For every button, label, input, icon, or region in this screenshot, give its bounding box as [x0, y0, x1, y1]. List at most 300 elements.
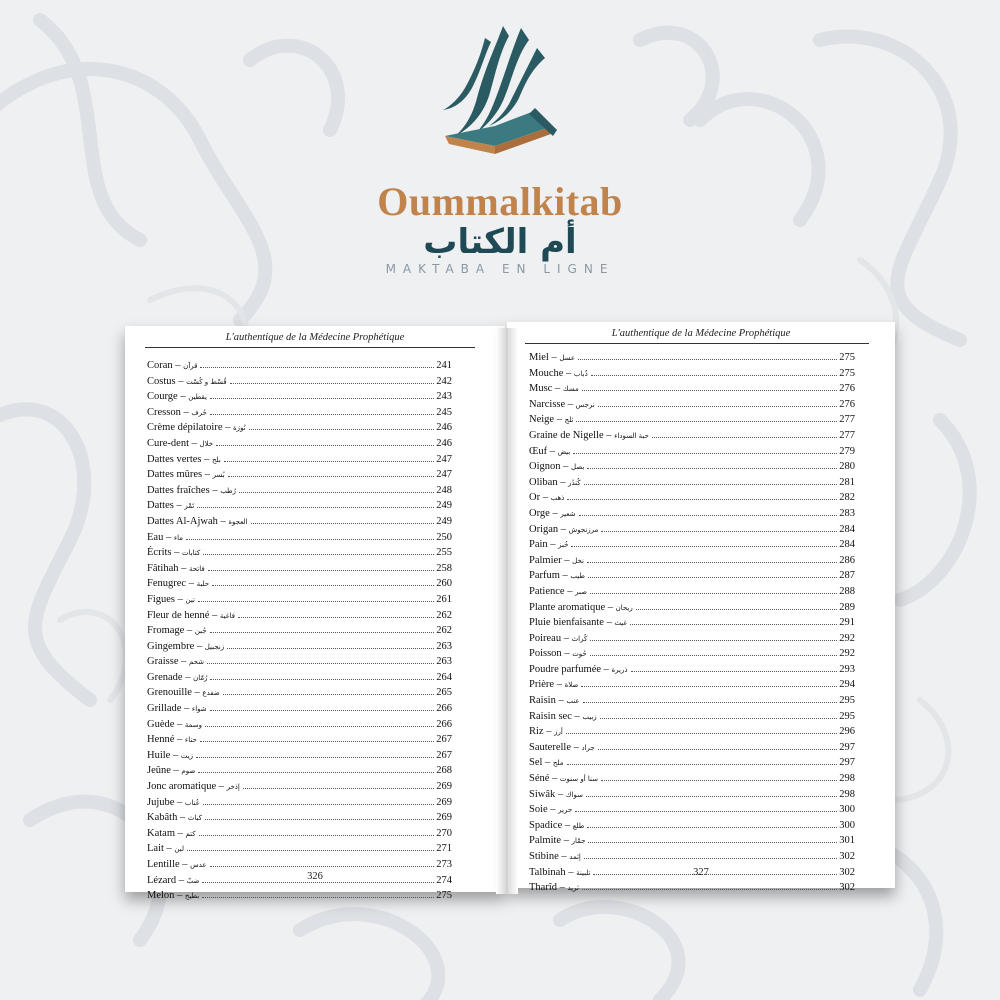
dot-leader: [582, 390, 837, 391]
index-entry: [147, 374, 452, 390]
dot-leader: [224, 461, 434, 462]
dot-leader: [587, 562, 837, 563]
entry-french-term: Dattes mûres: [147, 469, 203, 481]
entry-page-number: 266: [436, 718, 452, 730]
running-title: L'authentique de la Médecine Prophétique: [225, 332, 405, 343]
index-entry: [147, 561, 452, 577]
entry-french-term: Tharîd: [529, 882, 557, 894]
index-entry: [529, 755, 855, 771]
entry-page-number: 269: [436, 796, 452, 808]
entry-dash: –: [174, 734, 185, 746]
entry-dash: –: [174, 718, 185, 730]
entry-arabic-term: حرير: [558, 806, 573, 815]
entry-french-term: Katam: [147, 827, 175, 839]
entry-dash: –: [603, 429, 615, 441]
entry-french-term: Or: [529, 492, 541, 504]
dot-leader: [590, 655, 837, 656]
dot-leader: [198, 601, 434, 602]
entry-french-term: Sel: [529, 757, 543, 769]
entry-dash: –: [557, 476, 569, 488]
entry-page-number: 284: [839, 523, 855, 535]
dot-leader: [223, 694, 434, 695]
entry-page-number: 242: [436, 375, 452, 387]
entry-term: [147, 779, 240, 796]
entry-dash: –: [209, 609, 220, 621]
entry-arabic-term: زبيب: [582, 712, 597, 721]
entry-term: [529, 444, 570, 461]
entry-french-term: Miel: [529, 352, 549, 363]
brand-logo: [0, 0, 1000, 280]
entry-arabic-term: نخل: [572, 556, 584, 565]
entry-arabic-term: رُمّان: [193, 673, 208, 682]
dot-leader: [581, 686, 837, 687]
entry-dash: –: [571, 710, 583, 722]
entry-page-number: 258: [436, 562, 452, 574]
index-entry: [147, 592, 452, 608]
entry-dash: –: [176, 874, 187, 886]
entry-french-term: Grenade: [147, 671, 183, 683]
entry-arabic-term: سنا أو سنوت: [559, 775, 598, 784]
dot-leader: [207, 663, 434, 664]
header-rule: [525, 343, 869, 344]
entry-french-term: Poisson: [529, 648, 562, 660]
entry-page-number: 300: [839, 804, 855, 816]
entry-dash: –: [177, 391, 189, 403]
entry-page-number: 286: [839, 554, 855, 566]
entry-french-term: Melon: [147, 890, 175, 902]
entry-term: [147, 530, 183, 547]
index-entry: [147, 748, 452, 764]
entry-term: [147, 452, 221, 469]
entry-term: [147, 498, 194, 515]
entry-dash: –: [570, 741, 582, 753]
entry-french-term: Raisin: [529, 695, 556, 707]
entry-arabic-term: أرز: [554, 728, 563, 737]
entry-term: [529, 631, 587, 648]
dot-leader: [598, 406, 837, 407]
entry-french-term: Origan: [529, 523, 559, 535]
dot-leader: [243, 788, 434, 789]
entry-page-number: 300: [839, 819, 855, 831]
entry-term: [529, 740, 595, 757]
entry-term: [529, 849, 581, 866]
dot-leader: [598, 749, 837, 750]
entry-page-number: 277: [839, 429, 855, 441]
entry-page-number: 289: [839, 601, 855, 613]
entry-term: [529, 506, 576, 523]
entry-french-term: Oliban: [529, 476, 558, 488]
entry-term: [529, 677, 578, 694]
entry-page-number: 293: [839, 663, 855, 675]
dot-leader: [200, 367, 434, 368]
entry-term: [529, 709, 597, 726]
entry-dash: –: [178, 656, 189, 668]
entry-arabic-term: ذهب: [550, 494, 565, 503]
entry-page-number: 292: [839, 632, 855, 644]
entry-dash: –: [542, 757, 553, 769]
index-entry: [529, 677, 855, 693]
entry-dash: –: [605, 601, 616, 613]
entry-dash: –: [179, 859, 191, 870]
entry-arabic-term: ملح: [552, 759, 564, 768]
dot-leader: [567, 764, 837, 765]
entry-dash: –: [560, 461, 571, 473]
entry-french-term: Soie: [529, 804, 548, 816]
entry-arabic-term: شعير: [560, 509, 576, 518]
entry-page-number: 301: [839, 835, 855, 847]
entry-arabic-term: حناء: [184, 736, 197, 745]
entry-dash: –: [191, 687, 203, 699]
entry-french-term: Plante aromatique: [529, 601, 606, 613]
index-entry: [529, 880, 855, 896]
dot-leader: [210, 398, 434, 399]
entry-term: [147, 483, 236, 500]
entry-french-term: Crème dépilatoire: [147, 422, 223, 434]
index-entry: [147, 576, 452, 592]
entry-dash: –: [601, 663, 612, 675]
entry-french-term: Grillade: [147, 703, 182, 715]
entry-dash: –: [172, 360, 184, 371]
entry-arabic-term: رُطب: [220, 486, 237, 495]
entry-term: [529, 366, 588, 383]
entry-french-term: Talbinah: [529, 866, 566, 878]
entry-term: [529, 381, 579, 398]
entry-french-term: Jujube: [147, 796, 175, 808]
entry-arabic-term: وسمة: [184, 720, 202, 729]
entry-page-number: 288: [839, 585, 855, 597]
entry-french-term: Dattes: [147, 500, 174, 512]
entry-french-term: Guède: [147, 718, 175, 730]
entry-arabic-term: يقطين: [188, 393, 207, 402]
entry-arabic-term: حلبة: [196, 580, 210, 589]
entry-page-number: 276: [839, 383, 855, 395]
index-entry: [147, 405, 452, 421]
entry-dash: –: [202, 469, 213, 481]
index-entry: [529, 537, 855, 553]
entry-french-term: Séné: [529, 773, 550, 785]
entry-page-number: 263: [436, 640, 452, 652]
entry-dash: –: [186, 578, 197, 590]
index-entry: [529, 631, 855, 647]
entry-arabic-term: ثريد: [567, 884, 579, 893]
entry-term: [147, 763, 195, 780]
dot-leader: [636, 609, 837, 610]
entry-term: [529, 818, 584, 835]
entry-page-number: 294: [839, 679, 855, 691]
entry-arabic-term: زيت: [180, 751, 194, 760]
entry-french-term: Lézard: [147, 874, 177, 886]
dot-leader: [588, 577, 837, 578]
entry-french-term: Poudre parfumée: [529, 663, 602, 675]
index-entry: [529, 366, 855, 382]
entry-french-term: Neige: [529, 414, 555, 426]
entry-page-number: 269: [436, 812, 452, 824]
dot-leader: [579, 515, 837, 516]
dot-leader: [571, 546, 837, 547]
index-entry: [529, 428, 855, 444]
entry-arabic-term: طلع: [572, 821, 585, 830]
brand-name-latin: Oummalkitab: [377, 179, 623, 224]
entry-term: [529, 490, 564, 507]
dot-leader: [578, 359, 837, 360]
entry-arabic-term: شحم: [189, 658, 205, 667]
entry-dash: –: [603, 617, 615, 629]
entry-page-number: 267: [436, 749, 452, 761]
entry-page-number: 275: [839, 367, 855, 379]
entry-term: [147, 467, 225, 484]
dot-leader: [198, 772, 434, 773]
entry-term: [529, 428, 649, 445]
entry-page-number: 291: [839, 617, 855, 629]
entry-page-number: 246: [436, 422, 452, 434]
dot-leader: [208, 570, 434, 571]
index-entry: [147, 670, 452, 686]
dot-leader: [566, 733, 837, 734]
entry-term: [529, 600, 633, 617]
entry-french-term: Oignon: [529, 461, 561, 473]
entry-french-term: Cure-dent: [147, 437, 189, 449]
entry-french-term: Graine de Nigelle: [529, 429, 604, 441]
entry-page-number: 287: [839, 570, 855, 582]
open-book: [125, 318, 895, 902]
brand-name-arabic: أم الكتاب: [423, 222, 577, 262]
entry-dash: –: [561, 835, 572, 847]
entry-page-number: 280: [839, 461, 855, 473]
entry-page-number: 279: [839, 445, 855, 457]
entry-term: [529, 475, 581, 492]
entry-term: [147, 623, 207, 640]
entry-term: [147, 685, 220, 702]
entry-arabic-term: جمّار: [571, 837, 586, 846]
index-entry: [529, 787, 855, 803]
dot-leader: [576, 421, 837, 422]
entry-term: [529, 755, 564, 772]
entry-term: [529, 802, 572, 819]
entry-term: [147, 654, 204, 671]
entry-arabic-term: إذخر: [226, 783, 240, 792]
index-entry: [529, 662, 855, 678]
entry-dash: –: [174, 796, 185, 808]
entry-term: [147, 576, 209, 593]
index-entry: [147, 608, 452, 624]
entry-arabic-term: ريحان: [615, 603, 633, 612]
entry-dash: –: [171, 547, 182, 559]
entry-arabic-term: العجوة: [228, 517, 248, 526]
entry-french-term: Mouche: [529, 367, 564, 379]
dot-leader: [575, 811, 837, 812]
entry-french-term: Prière: [529, 679, 555, 691]
index-entry: [529, 600, 855, 616]
header-rule: [145, 347, 475, 348]
entry-term: [529, 397, 595, 414]
entry-dash: –: [175, 827, 186, 839]
index-entry: [147, 530, 452, 546]
entry-arabic-term: تَمْر: [184, 502, 195, 511]
entry-term: [529, 693, 580, 710]
entry-dash: –: [552, 383, 563, 395]
entry-page-number: 249: [436, 515, 452, 527]
entry-arabic-term: ذُباب: [573, 369, 588, 378]
dot-leader: [205, 819, 434, 820]
entry-page-number: 241: [436, 360, 452, 371]
entry-term: [529, 584, 587, 601]
entry-dash: –: [554, 414, 565, 426]
index-entry: [529, 490, 855, 506]
entry-page-number: 297: [839, 757, 855, 769]
entry-arabic-term: كباث: [187, 814, 202, 823]
entry-arabic-term: صلاة: [564, 681, 579, 690]
entry-dash: –: [180, 406, 192, 418]
dot-leader: [249, 429, 434, 430]
dot-leader: [590, 593, 837, 594]
entry-term: [529, 568, 585, 585]
book-gutter: [496, 328, 518, 894]
dot-leader: [203, 804, 434, 805]
index-entry: [147, 717, 452, 733]
entry-french-term: Huile: [147, 749, 171, 761]
entry-term: [147, 374, 227, 391]
entry-french-term: Sauterelle: [529, 741, 571, 753]
index-list: [147, 358, 452, 904]
entry-arabic-term: بصل: [571, 463, 585, 472]
entry-dash: –: [557, 882, 568, 894]
entry-dash: –: [561, 632, 572, 644]
entry-term: [147, 561, 205, 578]
entry-french-term: Kabâth: [147, 812, 178, 824]
entry-dash: –: [173, 500, 185, 512]
entry-term: [147, 358, 197, 375]
dot-leader: [590, 640, 837, 641]
dot-leader: [205, 726, 434, 727]
entry-french-term: Poireau: [529, 632, 562, 644]
entry-arabic-term: خلال: [199, 439, 214, 448]
entry-dash: –: [558, 851, 570, 862]
entry-dash: –: [175, 375, 187, 387]
entry-term: [529, 350, 575, 367]
dot-leader: [591, 375, 837, 376]
entry-page-number: 298: [839, 788, 855, 800]
entry-arabic-term: صبر: [575, 587, 587, 596]
entry-dash: –: [170, 749, 181, 761]
entry-french-term: Henné: [147, 734, 175, 746]
entry-french-term: Dattes Al-Ajwah: [147, 515, 218, 527]
entry-page-number: 295: [839, 710, 855, 722]
entry-arabic-term: صوم: [181, 767, 196, 776]
dot-leader: [197, 507, 434, 508]
index-entry: [147, 436, 452, 452]
entry-arabic-term: جراد: [581, 743, 595, 752]
dot-leader: [230, 383, 434, 384]
entry-term: [147, 826, 196, 843]
entry-dash: –: [174, 890, 185, 902]
entry-arabic-term: فاتحة: [189, 564, 205, 573]
entry-arabic-term: عسل: [559, 354, 576, 362]
entry-page-number: 292: [839, 648, 855, 660]
entry-french-term: Coran: [147, 360, 173, 371]
entry-term: [529, 459, 584, 476]
dot-leader: [588, 842, 837, 843]
entry-dash: –: [565, 398, 576, 410]
entry-page-number: 271: [436, 843, 452, 855]
entry-page-number: 249: [436, 500, 452, 512]
entry-dash: –: [170, 765, 182, 777]
entry-term: [529, 553, 584, 570]
dot-leader: [584, 484, 837, 485]
entry-term: [147, 545, 200, 562]
entry-dash: –: [549, 507, 561, 519]
entry-arabic-term: إثمد: [569, 853, 581, 861]
dot-leader: [652, 437, 837, 438]
index-entry: [147, 467, 452, 483]
entry-french-term: Graisse: [147, 656, 179, 668]
index-entry: [529, 615, 855, 631]
index-entry: [147, 685, 452, 701]
entry-dash: –: [540, 492, 551, 504]
entry-dash: –: [558, 523, 569, 535]
entry-french-term: Écrits: [147, 547, 172, 559]
dot-leader: [196, 757, 434, 758]
entry-page-number: 247: [436, 453, 452, 465]
index-entry: [147, 483, 452, 499]
entry-arabic-term: عنب: [566, 697, 580, 706]
dot-leader: [227, 648, 434, 649]
dot-leader: [212, 585, 434, 586]
entry-arabic-term: عُناب: [184, 798, 200, 807]
entry-term: [147, 888, 199, 905]
entry-dash: –: [554, 679, 565, 691]
entry-arabic-term: عدس: [190, 861, 207, 869]
entry-term: [147, 701, 207, 718]
index-entry: [529, 802, 855, 818]
index-entry: [147, 545, 452, 561]
entry-term: [147, 436, 213, 453]
dot-leader: [582, 889, 837, 890]
dot-leader: [238, 617, 434, 618]
index-entry: [529, 459, 855, 475]
entry-dash: –: [547, 539, 559, 551]
entry-arabic-term: مرزنجوش: [568, 525, 599, 534]
index-entry: [147, 810, 452, 826]
right-page: [507, 322, 895, 894]
entry-french-term: Fenugrec: [147, 578, 187, 590]
index-entry: [147, 623, 452, 639]
entry-term: [147, 405, 207, 422]
entry-page-number: 243: [436, 391, 452, 403]
index-entry: [529, 412, 855, 428]
entry-arabic-term: غيث: [614, 619, 628, 628]
entry-arabic-term: كتابات: [182, 549, 201, 558]
entry-page-number: 275: [839, 352, 855, 363]
entry-arabic-term: بلح: [212, 455, 221, 464]
entry-dash: –: [194, 640, 205, 652]
index-entry: [147, 888, 452, 904]
dot-leader: [186, 539, 434, 540]
index-entry: [529, 475, 855, 491]
entry-french-term: Lentille: [147, 859, 180, 870]
entry-french-term: Œuf: [529, 445, 548, 457]
entry-french-term: Stibine: [529, 851, 559, 862]
index-entry: [529, 724, 855, 740]
dot-leader: [202, 897, 434, 898]
entry-arabic-term: حُرف: [191, 408, 207, 417]
entry-dash: –: [555, 788, 566, 800]
entry-page-number: 266: [436, 703, 452, 715]
entry-dash: –: [547, 804, 559, 816]
entry-french-term: Patience: [529, 585, 565, 597]
entry-dash: –: [175, 593, 186, 605]
dot-leader: [631, 671, 837, 672]
entry-dash: –: [184, 625, 195, 637]
